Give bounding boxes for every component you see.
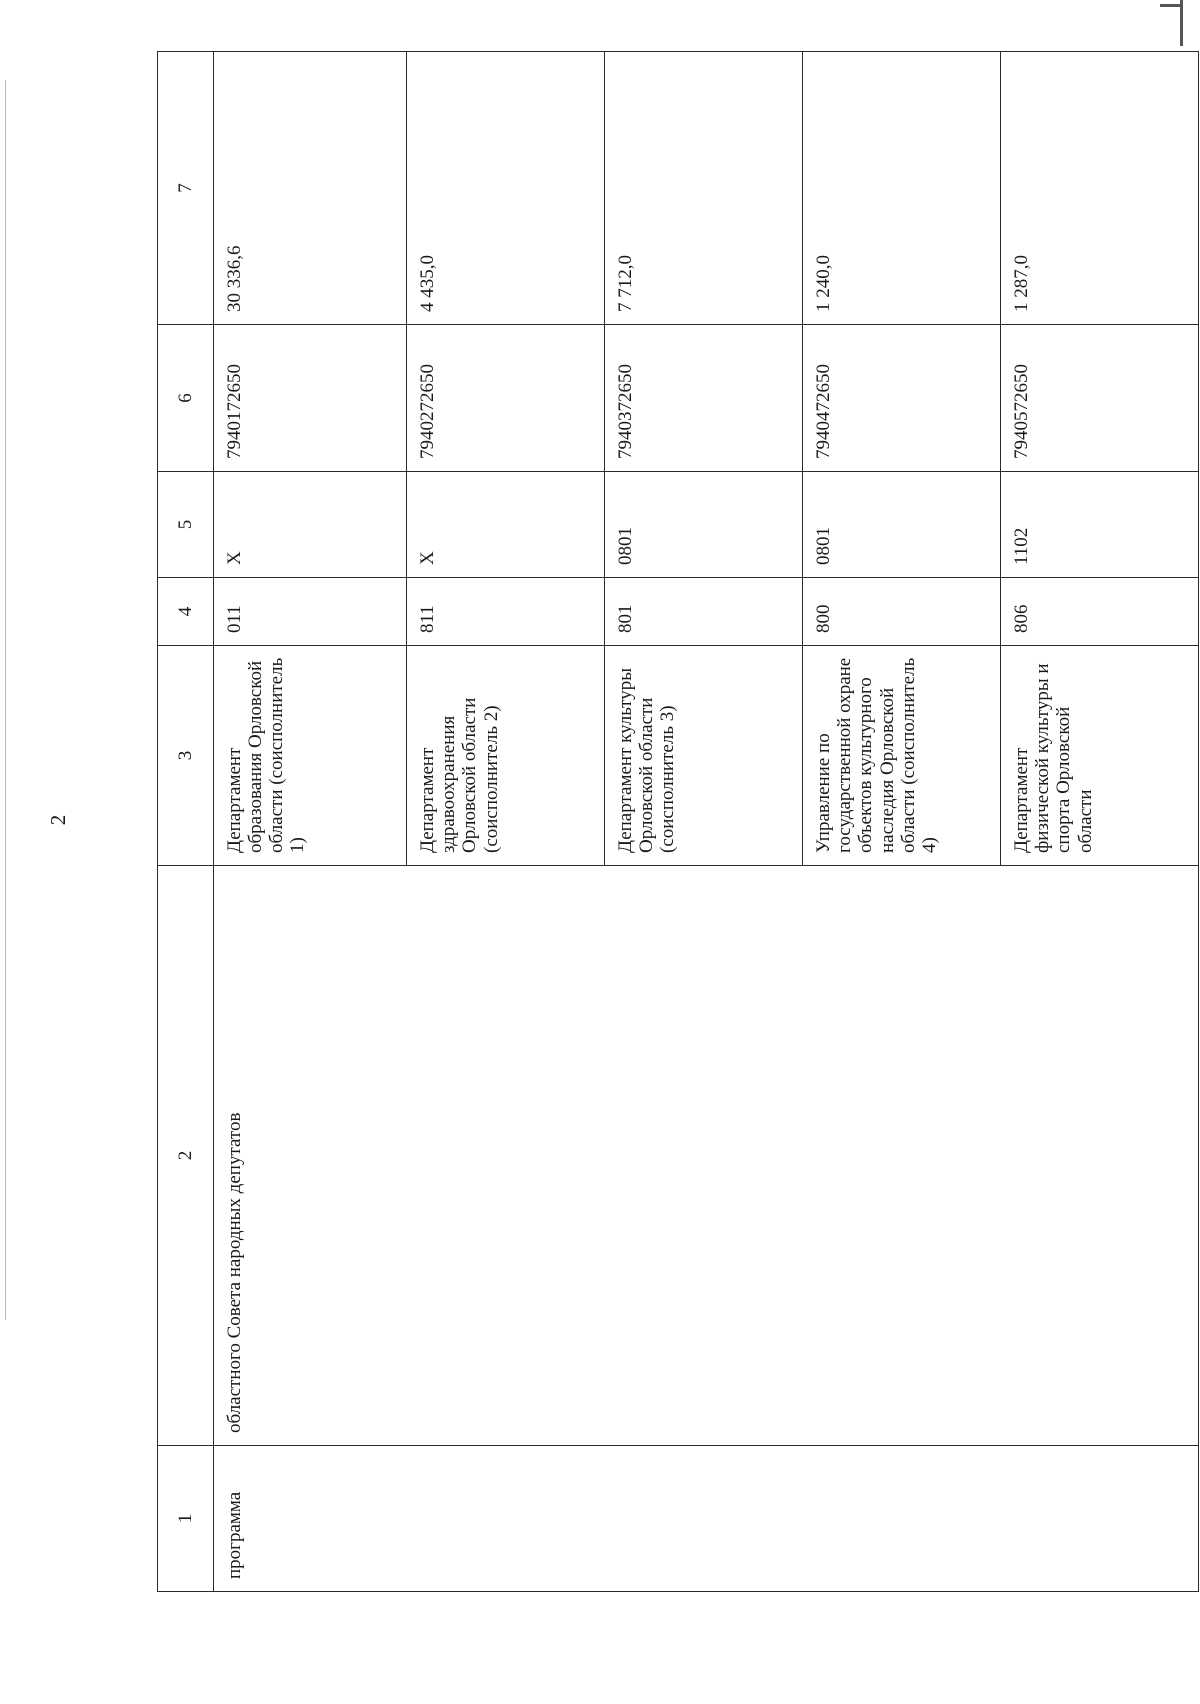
target-article-cell: 7940472650: [802, 325, 1000, 472]
target-article-cell: 7940372650: [604, 325, 802, 472]
executor-cell: Управление по государственной охране объектов культурного наследия Орловской области (соисполнитель 4): [802, 646, 1000, 866]
section-code-cell: 0801: [802, 472, 1000, 578]
grbs-code-cell: 800: [802, 578, 1000, 646]
section-code-cell: Х: [213, 472, 406, 578]
column-number-row: [158, 52, 214, 1592]
page-number: 2: [46, 814, 70, 826]
budget-allocation-table: [157, 51, 1199, 1592]
amount-cell: 30 336,6: [213, 52, 406, 325]
executor-cell: Департамент здравоохранения Орловской области (соисполнитель 2): [406, 646, 604, 866]
header-col-4: 4: [158, 578, 214, 646]
table-row: [213, 52, 406, 1592]
amount-cell: 1 287,0: [1000, 52, 1198, 325]
section-code-cell: 0801: [604, 472, 802, 578]
rotated-table-container: [157, 52, 1199, 1592]
header-col-6: 6: [158, 325, 214, 472]
executor-cell: Департамент физической культуры и спорта Орловской области: [1000, 646, 1198, 866]
amount-cell: 4 435,0: [406, 52, 604, 325]
target-article-cell: 7940272650: [406, 325, 604, 472]
amount-cell: 1 240,0: [802, 52, 1000, 325]
scan-margin-line: [5, 80, 6, 1320]
grbs-code-cell: 801: [604, 578, 802, 646]
executor-cell: Департамент образования Орловской области (соисполнитель 1): [213, 646, 406, 866]
grbs-code-cell: 811: [406, 578, 604, 646]
section-code-cell: Х: [406, 472, 604, 578]
executor-cell: Департамент культуры Орловской области (соисполнитель 3): [604, 646, 802, 866]
section-code-cell: 1102: [1000, 472, 1198, 578]
scan-edge-mark: [1160, 4, 1182, 7]
header-col-1: 1: [158, 1446, 214, 1592]
header-col-2: 2: [158, 866, 214, 1446]
target-article-cell: 7940572650: [1000, 325, 1198, 472]
header-col-3: 3: [158, 646, 214, 866]
header-col-7: 7: [158, 52, 214, 325]
program-type-cell: программа: [213, 1446, 1198, 1592]
target-article-cell: 7940172650: [213, 325, 406, 472]
amount-cell: 7 712,0: [604, 52, 802, 325]
grbs-code-cell: 806: [1000, 578, 1198, 646]
grbs-code-cell: 011: [213, 578, 406, 646]
header-col-5: 5: [158, 472, 214, 578]
program-name-cell: областного Совета народных депутатов: [213, 866, 1198, 1446]
